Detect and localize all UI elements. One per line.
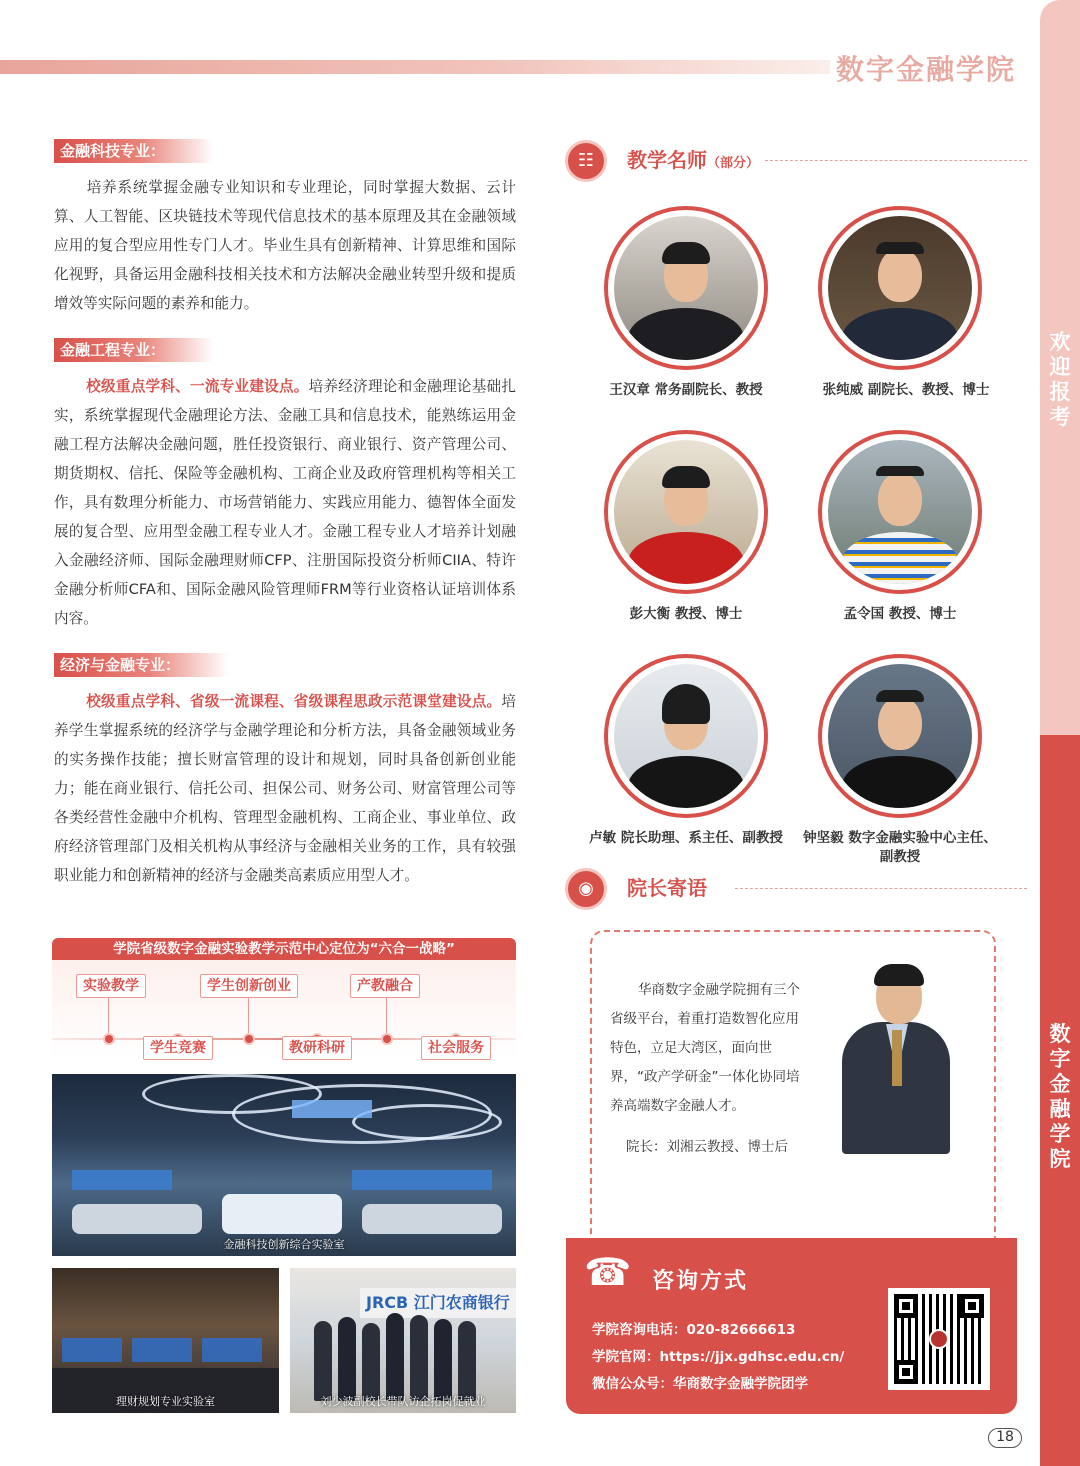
strategy-stem — [248, 998, 249, 1034]
contact-panel — [566, 1238, 1017, 1414]
qr-finder — [960, 1294, 984, 1318]
person — [458, 1321, 476, 1401]
desk-row — [362, 1204, 502, 1234]
major-lead: 校级重点学科、一流专业建设点。 — [86, 378, 309, 395]
ceiling-ring — [352, 1104, 502, 1140]
portrait-photo — [614, 664, 758, 808]
portrait-body — [842, 756, 957, 808]
display-screen — [292, 1100, 372, 1118]
portrait-head — [878, 472, 922, 526]
strategy-dot — [381, 1033, 393, 1045]
portrait-body — [842, 308, 957, 360]
college-title: 数字金融学院 — [836, 53, 1017, 86]
strategy-stem — [386, 998, 387, 1034]
portrait-photo — [828, 440, 972, 584]
photo-caption: 刘少波副校长带队访企拓岗促就业 — [320, 1395, 486, 1408]
major-lead: 校级重点学科、省级一流课程、省级课程思政示范课堂建设点。 — [86, 693, 502, 710]
side-text-college: 数字金融学院 — [1049, 1022, 1071, 1171]
teacher-portrait — [818, 430, 982, 594]
major-desc-engineering — [54, 372, 516, 633]
teacher-name: 王汉章 常务副院长、教授 — [609, 382, 763, 398]
portrait-photo — [828, 664, 972, 808]
teachers-heading-text — [627, 144, 759, 173]
strategy-item-research: 教研科研 — [282, 1036, 352, 1060]
teacher-portrait — [818, 654, 982, 818]
teacher-name: 卢敏 院长助理、系主任、副教授 — [589, 830, 783, 846]
teacher-name: 张纯威 副院长、教授、博士 — [822, 382, 990, 398]
qr-code[interactable] — [888, 1288, 990, 1390]
portrait-photo — [614, 216, 758, 360]
qr-logo — [929, 1329, 949, 1349]
monitor — [132, 1338, 192, 1362]
major-text: 培养经济理论和金融理论基础扎实，系统掌握现代金融理论方法、金融工具和信息技术，能熟练运用金融工程方法解决金融问题，胜任投资银行、商业银行、资产管理公司、期货期权、信托、保险等金融机构、工商企业及政府管理机构等相关工作，具有数理分析能力、市场营销能力、实践应用能力、德智体全面发展的复合型、应用型金融工程专业人才。金融工程专业人才培养计划融入金融经济师、国际金融理财师CFP、注册国际投资分析师CIIA、特许金融分析师CFA和、国际金融风险管理师FRM等行业资格认证培训体系内容。 — [54, 378, 516, 627]
portrait-body — [628, 532, 743, 584]
portrait-body — [842, 532, 957, 584]
portrait-hair — [876, 690, 924, 702]
lab-photo-visit — [290, 1268, 516, 1413]
teacher-icon: ☷ — [565, 140, 607, 182]
person — [338, 1317, 356, 1401]
lab-photo-wealth — [52, 1268, 279, 1413]
monitor — [202, 1338, 262, 1362]
major-label-engineering: 金融工程专业： — [54, 338, 213, 362]
heading-divider — [765, 160, 1027, 161]
strategy-stem — [108, 998, 109, 1034]
teacher-name: 彭大衡 教授、博士 — [629, 606, 743, 622]
person — [434, 1319, 452, 1401]
heading-divider — [735, 888, 1027, 889]
portrait-hair — [662, 466, 710, 488]
major-label-economics: 经济与金融专业： — [54, 653, 228, 677]
teachers-note: （部分） — [707, 156, 760, 171]
strategy-item-innovation: 学生创新创业 — [200, 974, 298, 998]
teacher-portrait — [604, 654, 768, 818]
major-desc-fintech — [54, 173, 516, 318]
contact-title: 咨询方式 — [652, 1269, 749, 1294]
dean-signature: 院长：刘湘云教授、博士后 — [626, 1139, 788, 1155]
photo-caption: 理财规划专业实验室 — [116, 1395, 215, 1408]
dean-photo — [836, 962, 956, 1154]
dean-message — [610, 976, 810, 1121]
contact-wechat: 微信公众号：华商数字金融学院团学 — [592, 1376, 808, 1392]
strategy-dot — [243, 1033, 255, 1045]
major-text: 培养系统掌握金融专业知识和专业理论，同时掌握大数据、云计算、人工智能、区块链技术等现代信息技术的基本原理及其在金融领域应用的复合型应用性专门人才。毕业生具有创新精神、计算思维和国际化视野，具备运用金融科技相关技术和方法解决金融业转型升级和提质增效等实际问题的素养和能力。 — [54, 179, 516, 312]
strategy-item-industry: 产教融合 — [350, 974, 420, 998]
dean-message-text: 华商数字金融学院拥有三个省级平台，着重打造数智化应用特色，立足大湾区，面向世界，“政产学研金”一体化协同培养高端数字金融人才。 — [610, 982, 800, 1114]
portrait-head — [878, 248, 922, 302]
portrait-photo — [614, 440, 758, 584]
portrait-hair — [662, 242, 710, 264]
monitor — [62, 1338, 122, 1362]
strategy-dot — [103, 1033, 115, 1045]
center-desk — [222, 1194, 342, 1234]
display-screen — [72, 1170, 172, 1190]
strategy-item-competition: 学生竞赛 — [143, 1036, 213, 1060]
qr-finder — [894, 1360, 918, 1384]
bank-banner: JRCB 江门农商银行 — [360, 1288, 516, 1318]
teachers-heading — [565, 140, 1030, 180]
contact-website[interactable]: 学院官网：https://jjx.gdhsc.edu.cn/ — [592, 1349, 845, 1365]
portrait-head — [878, 696, 922, 750]
phone-icon: ☎ — [584, 1250, 632, 1294]
portrait-hair — [662, 684, 710, 724]
major-label-fintech: 金融科技专业： — [54, 139, 213, 163]
dean-tie — [892, 1030, 902, 1086]
teacher-name: 钟坚毅 数字金融实验中心主任、副教授 — [803, 830, 997, 865]
person — [362, 1323, 380, 1401]
portrait-hair — [876, 242, 924, 254]
person — [314, 1321, 332, 1401]
side-text-welcome: 欢迎报考 — [1049, 330, 1071, 429]
teacher-portrait — [604, 430, 768, 594]
major-desc-economics — [54, 687, 516, 890]
portrait-hair — [876, 466, 924, 476]
dean-icon: ◉ — [565, 868, 607, 910]
header-band — [0, 60, 830, 74]
strategy-item-experiment: 实验教学 — [76, 974, 146, 998]
teachers-title: 教学名师 — [627, 148, 707, 172]
photo-caption: 金融科技创新综合实验室 — [223, 1238, 345, 1251]
teacher-portrait — [818, 206, 982, 370]
qr-finder — [894, 1294, 918, 1318]
portrait-photo — [828, 216, 972, 360]
portrait-body — [628, 756, 743, 808]
lab-photo-fintech — [52, 1074, 516, 1256]
contact-phone[interactable]: 学院咨询电话：020-82666613 — [592, 1322, 796, 1338]
dean-heading — [565, 868, 1030, 908]
portrait-body — [628, 308, 743, 360]
dean-heading-text: 院长寄语 — [627, 876, 707, 900]
page-number: 18 — [988, 1428, 1022, 1448]
person — [410, 1315, 428, 1401]
teacher-name: 孟令国 教授、博士 — [843, 606, 957, 622]
strategy-item-service: 社会服务 — [421, 1036, 491, 1060]
strategy-title: 学院省级数字金融实验教学示范中心定位为“六合一战略” — [52, 938, 516, 960]
major-text: 培养学生掌握系统的经济学与金融学理论和分析方法，具备金融领域业务的实务操作技能；擅长财富管理的设计和规划，同时具备创新创业能力；能在商业银行、信托公司、担保公司、财务公司、财富管理公司等各类经营性金融中介机构、管理型金融机构、工商企业、事业单位、政府经济管理部门及相关机构从事经济与金融相关业务的工作，具有较强职业能力和创新精神的经济与金融类高素质应用型人才。 — [54, 693, 516, 884]
display-screen — [352, 1170, 492, 1190]
qr-pattern — [894, 1294, 984, 1384]
person — [386, 1313, 404, 1401]
desk-row — [72, 1204, 202, 1234]
dean-hair — [874, 964, 924, 986]
teacher-portrait — [604, 206, 768, 370]
